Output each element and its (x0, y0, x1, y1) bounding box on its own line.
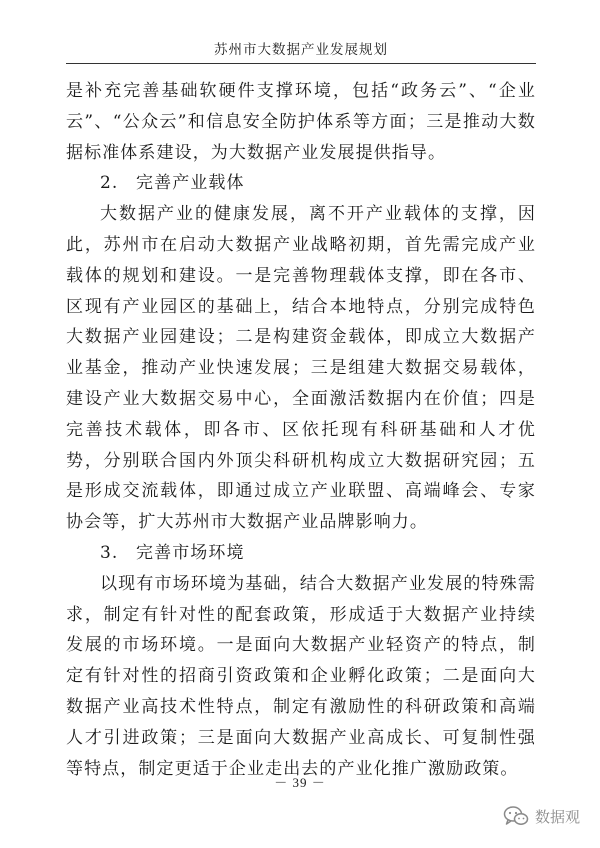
page-number: － 39 － (274, 775, 326, 790)
watermark (503, 805, 580, 827)
section-number: 3. (100, 542, 119, 563)
paragraph-section-2: 大数据产业的健康发展，离不开产业载体的支撑，因此，苏州市在启动大数据产业战略初期，首先需完成产业载体的规划和建设。一是完善物理载体支撑，即在各市、区现有产业园区的基础上，结合本地特点，分别完成特色大数据产业园建设；二是构建资金载体，即成立大数据产业基金，推动产业快速发展；三是组建大数据交易载体，建设产业大数据交易中心，全面激活数据内在价值；四是完善技术载体，即各市、区依托现有科研基础和人才优势，分别联合国内外顶尖科研机构成立大数据研究园；五是形成交流载体，即通过成立产业联盟、高端峰会、专家协会等，扩大苏州市大数据产业品牌影响力。 (66, 204, 536, 533)
wechat-icon (503, 805, 529, 827)
section-heading-2 (66, 168, 536, 199)
header-title: 苏州市大数据产业发展规划 (214, 42, 388, 58)
watermark-text: 数据观 (534, 807, 580, 826)
paragraph-intro: 是补充完善基础软硬件支撑环境，包括“政务云”、“企业云”、“公众云”和信息安全防护体系等方面；三是推动大数据标准体系建设，为大数据产业发展提供指导。 (66, 81, 536, 163)
section-title: 完善市场环境 (136, 542, 245, 563)
section-heading-3 (66, 538, 536, 569)
section-number: 2. (100, 173, 119, 194)
document-body (66, 76, 536, 784)
page-header (66, 42, 536, 64)
section-title: 完善产业载体 (136, 173, 245, 194)
paragraph-section-3: 以现有市场环境为基础，结合大数据产业发展的特殊需求，制定有针对性的配套政策，形成适于大数据产业持续发展的市场环境。一是面向大数据产业轻资产的特点，制定有针对性的招商引资政策和企业孵化政策；二是面向大数据产业高技术性特点，制定有激励性的科研政策和高端人才引进政策；三是面向大数据产业高成长、可复制性强等特点，制定更适于企业走出去的产业化推广激励政策。 (66, 573, 536, 779)
